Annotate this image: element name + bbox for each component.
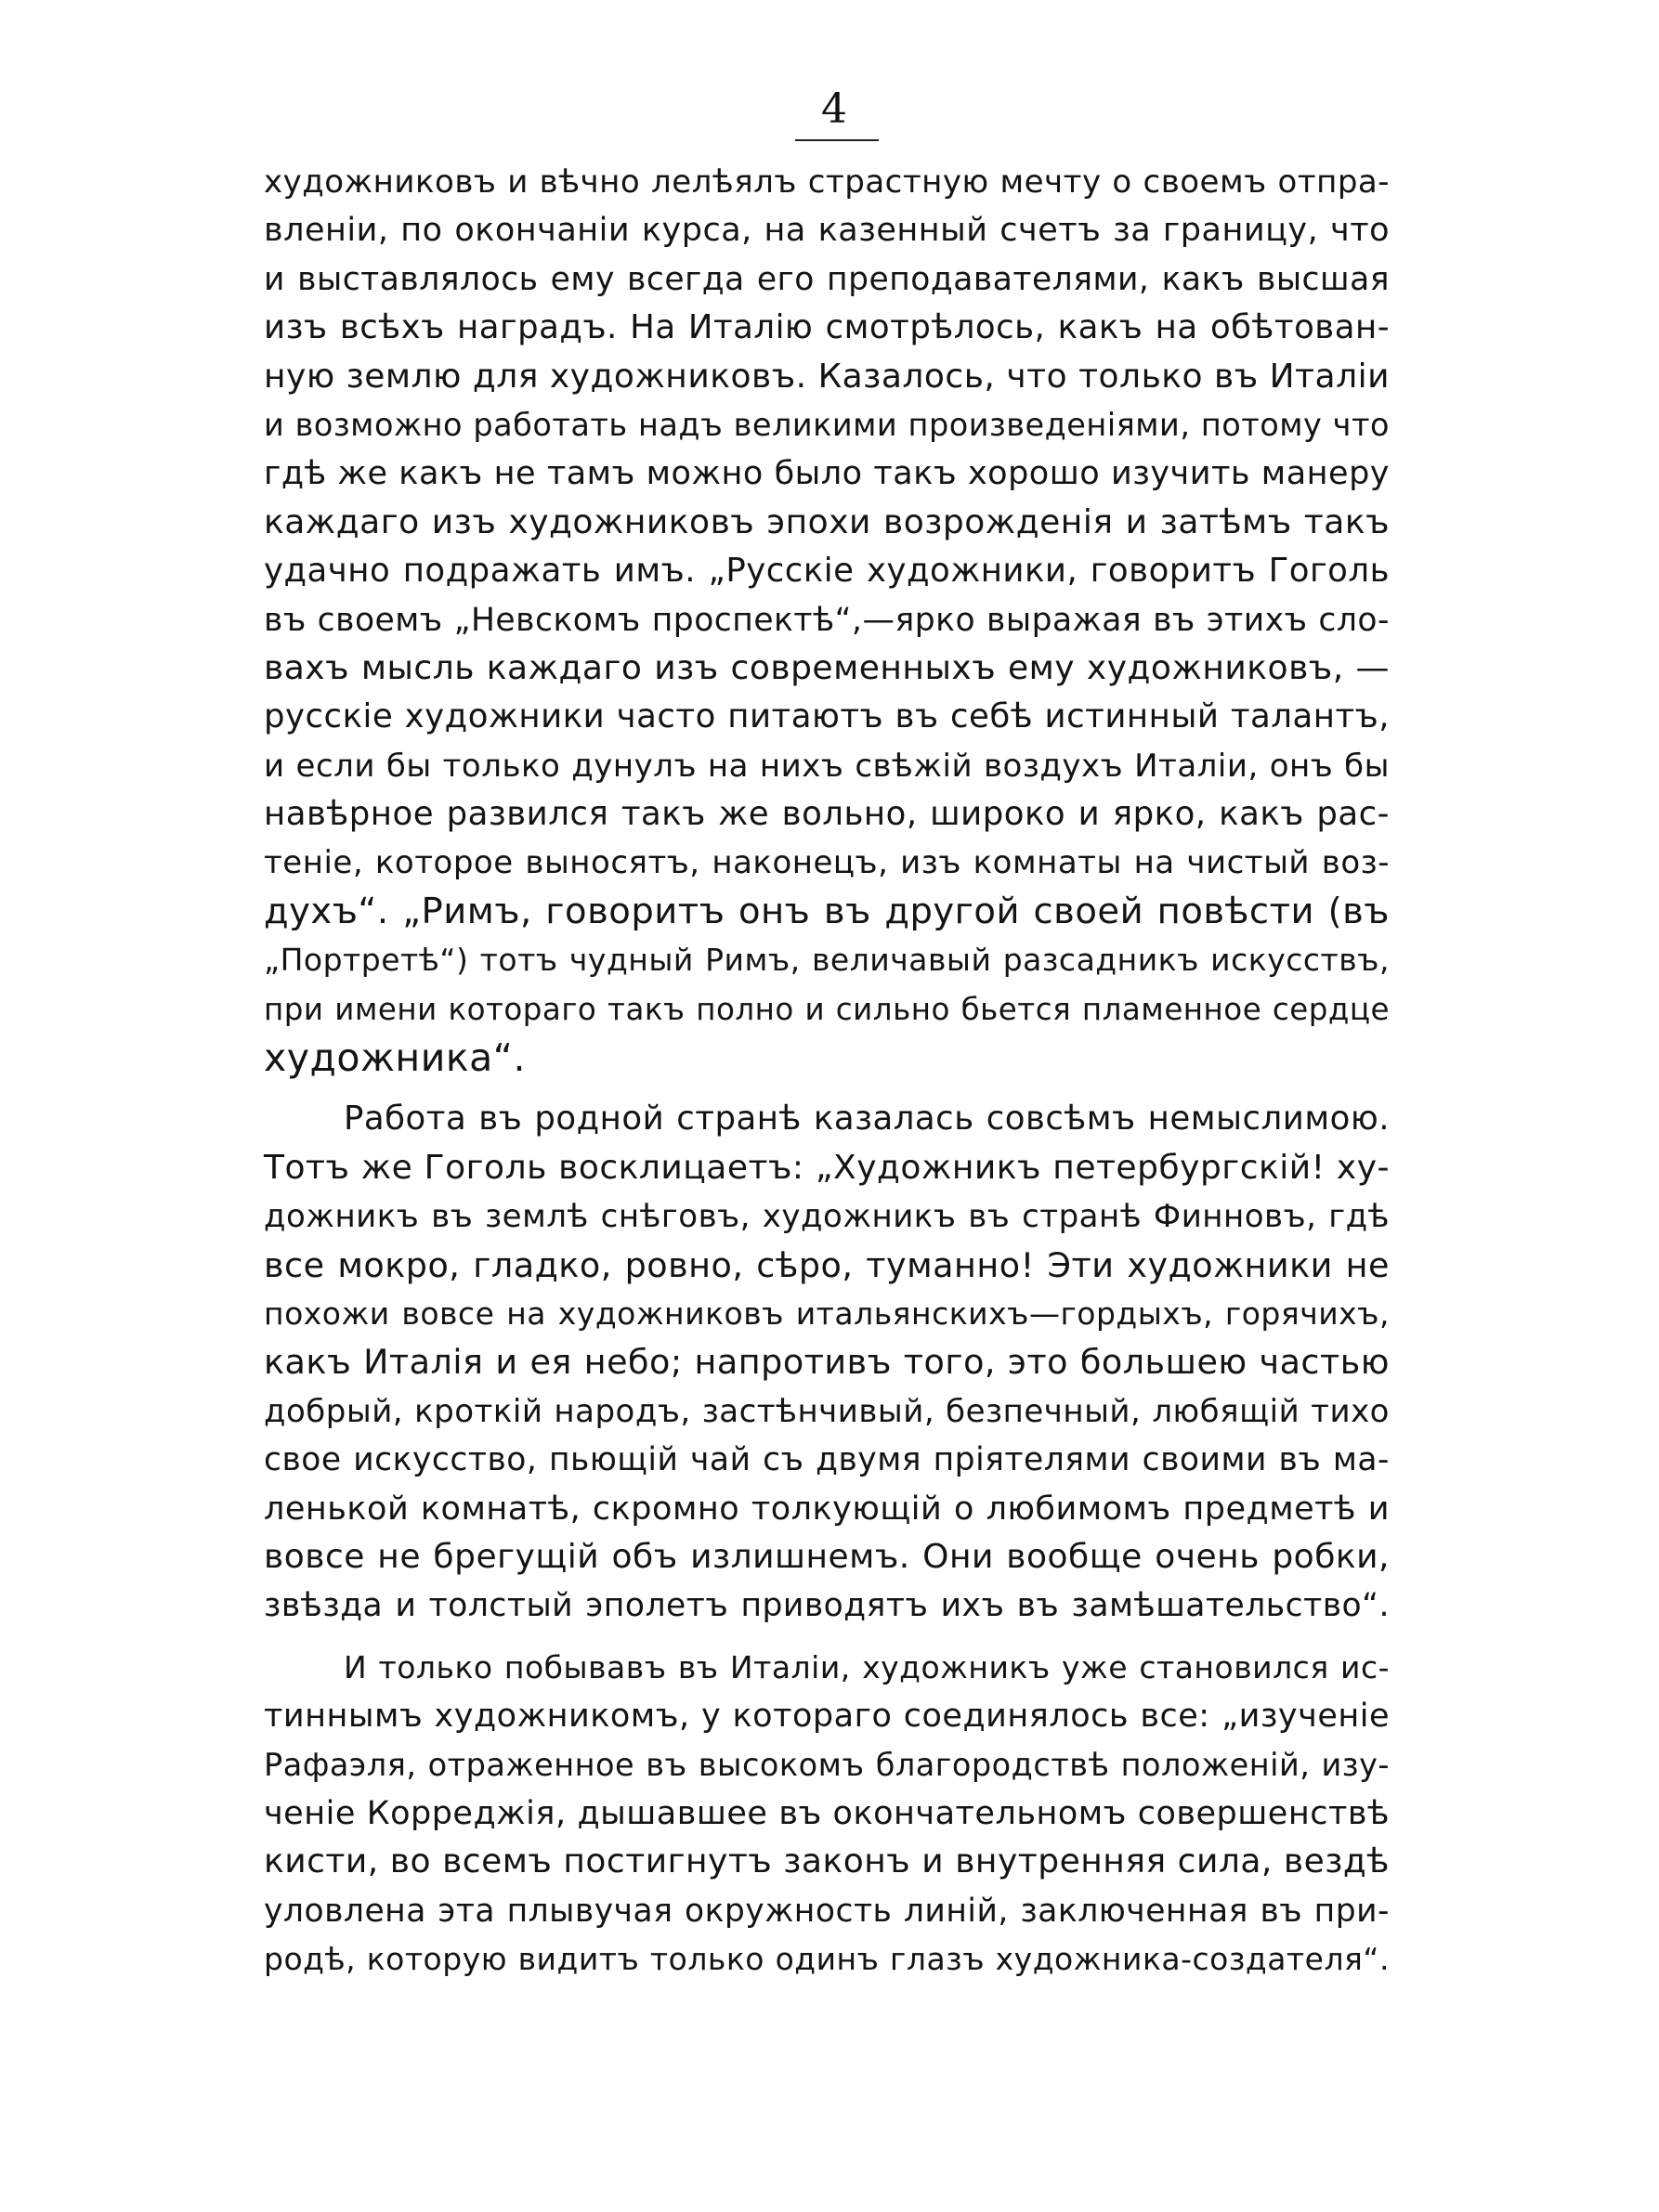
text-line: Рафаэля, отраженное въ высокомъ благородствѣ положеній, изу- <box>264 1746 1390 1783</box>
text-line: „Портретѣ“) тотъ чудный Римъ, величавый разсадникъ искусствъ, <box>264 942 1390 979</box>
text-line: тиннымъ художникомъ, у котораго соединялось все: „изученіе <box>264 1698 1390 1736</box>
text-line: при имени котораго такъ полно и сильно бьется пламенное сердце <box>264 991 1390 1027</box>
paragraph-1 <box>264 158 1390 1082</box>
text-line: родѣ, которую видитъ только одинъ глазъ художника-создателя“. <box>264 1941 1390 1978</box>
paragraph-3 <box>264 1644 1390 1984</box>
text-line: звѣзда и толстый эполетъ приводятъ ихъ въ замѣшательство“. <box>264 1587 1390 1625</box>
text-line: свое искусство, пьющій чай съ двумя пріятелями своими въ ма- <box>264 1441 1390 1479</box>
text-line: вовсе не брегущій объ излишнемъ. Они вообще очень робки, <box>264 1537 1390 1576</box>
text-line: удачно подражать имъ. „Русскіе художники, говоритъ Гоголь <box>264 552 1390 591</box>
text-line: художника“. <box>264 1035 527 1081</box>
text-line: теніе, которое выносятъ, наконецъ, изъ комнаты на чистый воз- <box>264 844 1390 882</box>
text-line: и выставлялось ему всегда его преподавателями, какъ высшая <box>264 260 1390 298</box>
page-number-block <box>788 84 881 136</box>
paragraph-2 <box>264 1095 1390 1630</box>
page-number-rule <box>795 139 879 141</box>
text-line: гдѣ же какъ не тамъ можно было такъ хорошо изучить манеру <box>264 455 1390 493</box>
text-line: ную землю для художниковъ. Казалось, что только въ Италіи <box>264 357 1390 396</box>
text-line: каждаго изъ художниковъ эпохи возрожденія и затѣмъ такъ <box>264 502 1390 541</box>
page-number: 4 <box>821 85 847 133</box>
text-line: духъ“. „Римъ, говоритъ онъ въ другой своей повѣсти (въ <box>264 890 1390 932</box>
text-line: изъ всѣхъ наградъ. На Италію смотрѣлось, какъ на обѣтован- <box>264 308 1390 347</box>
text-line: Тотъ же Гоголь восклицаетъ: „Художникъ петербургскій! ху- <box>264 1148 1390 1187</box>
text-line: ченіе Корреджія, дышавшее въ окончательномъ совершенствѣ <box>264 1794 1390 1832</box>
text-line: кисти, во всемъ постигнутъ законъ и внутренняя сила, вездѣ <box>264 1842 1390 1881</box>
text-line: русскіе художники часто питаютъ въ себѣ истинный талантъ, <box>264 697 1390 736</box>
text-line: ленькой комнатѣ, скромно толкующій о любимомъ предметѣ и <box>264 1490 1390 1528</box>
text-line: какъ Италія и ея небо; напротивъ того, это большею частью <box>264 1342 1390 1383</box>
body-text <box>264 158 1390 1984</box>
text-line: художниковъ и вѣчно лелѣялъ страстную мечту о своемъ отпра- <box>264 163 1390 201</box>
text-line: похожи вовсе на художниковъ итальянскихъ—гордыхъ, горячихъ, <box>264 1295 1390 1332</box>
paragraph-gap <box>264 1631 1390 1644</box>
text-line: дожникъ въ землѣ снѣговъ, художникъ въ странѣ Финновъ, гдѣ <box>264 1198 1390 1236</box>
text-line: и возможно работать надъ великими произведеніями, потому что <box>264 406 1390 443</box>
text-line: навѣрное развился такъ же вольно, широко и ярко, какъ рас- <box>264 795 1390 834</box>
text-line: въ своемъ „Невскомъ проспектѣ“,—ярко выражая въ этихъ сло- <box>264 601 1390 639</box>
text-line: Работа въ родной странѣ казалась совсѣмъ немыслимою. <box>344 1099 1390 1139</box>
text-line: все мокро, гладко, ровно, сѣро, туманно! Эти художники не <box>264 1244 1390 1285</box>
text-line: вленіи, по окончаніи курса, на казенный счетъ за границу, что <box>264 212 1390 250</box>
text-line: И только побывавъ въ Италіи, художникъ уже становился ис- <box>344 1648 1390 1685</box>
text-line: добрый, кроткій народъ, застѣнчивый, безпечный, любящій тихо <box>264 1392 1390 1430</box>
paragraph-gap <box>264 1082 1390 1095</box>
text-line: вахъ мысль каждаго изъ современныхъ ему художниковъ, — <box>264 648 1390 687</box>
text-line: и если бы только дунулъ на нихъ свѣжій воздухъ Италіи, онъ бы <box>264 747 1390 785</box>
text-line: уловлена эта плывучая окружность линій, заключенная въ при- <box>264 1892 1390 1930</box>
